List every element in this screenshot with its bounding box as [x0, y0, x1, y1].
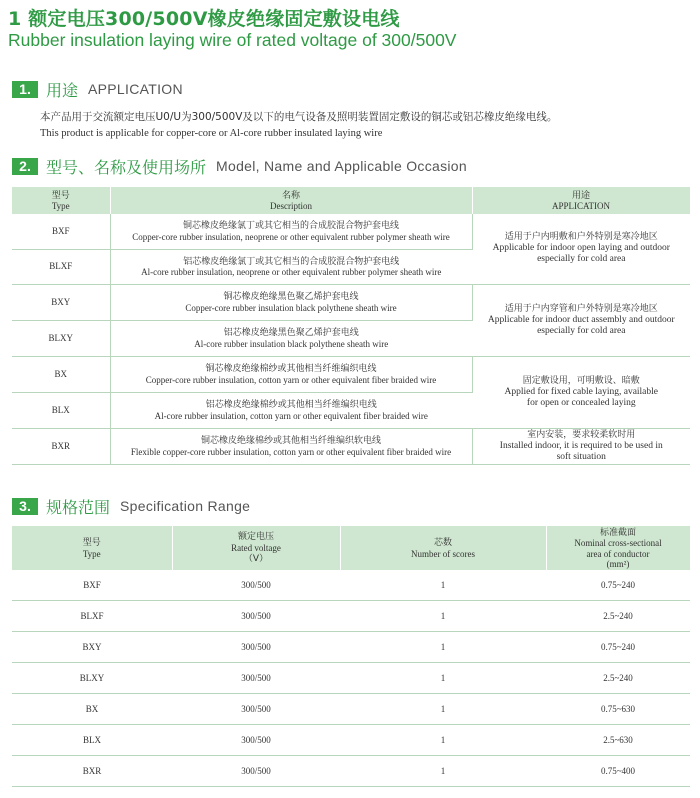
- type-cell: BLX: [12, 725, 172, 756]
- type-cell: BLX: [12, 392, 110, 428]
- application-text-cn: 本产品用于交流额定电压U0/U为300/500V及以下的电气设备及照明装置固定敷设的铜芯或铝芯橡皮绝缘电线。: [40, 111, 558, 123]
- table-row: [12, 601, 690, 632]
- type-cell: BLXY: [12, 663, 172, 694]
- cores-cell: 1: [340, 601, 546, 632]
- table-row: [12, 632, 690, 663]
- cores-cell: 1: [340, 570, 546, 601]
- type-cell: BXR: [12, 428, 110, 464]
- voltage-cell: 300/500: [172, 694, 340, 725]
- area-cell: 0.75~630: [546, 694, 690, 725]
- table-header-row: [12, 526, 690, 570]
- section-title-en: Specification Range: [120, 498, 251, 514]
- header-type: 型号 Type: [12, 526, 172, 570]
- voltage-cell: 300/500: [172, 601, 340, 632]
- application-cell: 室内安装，要求较柔软时用 Installed indoor, it is required to be used in soft situation: [472, 428, 690, 464]
- application-cell: 适用于户内穿管和户外特别是寒冷地区 Applicable for indoor duct assembly and outdoor especially for cold area: [472, 284, 690, 356]
- table-row: [12, 428, 690, 464]
- type-cell: BLXF: [12, 601, 172, 632]
- application-cell: 固定敷设用，可明敷设、暗敷 Applied for fixed cable laying, available for open or concealed laying: [472, 356, 690, 428]
- voltage-cell: 300/500: [172, 756, 340, 787]
- description-cell: 铝芯橡皮绝缘黑色聚乙烯护套电线 Al-core rubber insulation black polythene sheath wire: [110, 320, 472, 356]
- type-cell: BXY: [12, 632, 172, 663]
- table-header-row: [12, 187, 690, 214]
- table-row: [12, 570, 690, 601]
- section-title-cn: 用途: [46, 80, 79, 100]
- description-cell: 铝芯橡皮绝缘棉纱或其他相当纤维编织电线 Al-core rubber insulation, cotton yarn or other equivalent fiber braided wire: [110, 392, 472, 428]
- area-cell: 2.5~630: [546, 725, 690, 756]
- table-row: [12, 284, 690, 320]
- page-title-en: Rubber insulation laying wire of rated voltage of 300/500V: [8, 30, 457, 50]
- area-cell: 2.5~240: [546, 601, 690, 632]
- type-cell: BX: [12, 694, 172, 725]
- area-cell: 0.75~400: [546, 756, 690, 787]
- application-text-en: This product is applicable for copper-core or Al-core rubber insulated laying wire: [40, 128, 383, 139]
- table-row: [12, 356, 690, 392]
- header-nominal-area: 标准截面 Nominal cross-sectional area of conductor (mm²): [546, 526, 690, 570]
- area-cell: 2.5~240: [546, 663, 690, 694]
- type-cell: BLXF: [12, 249, 110, 284]
- table-row: [12, 725, 690, 756]
- section-title-cn: 规格范围: [46, 497, 111, 517]
- voltage-cell: 300/500: [172, 570, 340, 601]
- cores-cell: 1: [340, 694, 546, 725]
- description-cell: 铜芯橡皮绝缘氯丁或其它相当的合成胶混合物护套电线 Copper-core rubber insulation, neoprene or other equivalent rubber polymer sheath wire: [110, 214, 472, 249]
- header-number-of-cores: 芯数 Number of scores: [340, 526, 546, 570]
- section-title-en: APPLICATION: [88, 81, 183, 97]
- description-cell: 铝芯橡皮绝缘氯丁或其它相当的合成胶混合物护套电线 Al-core rubber insulation, neoprene or other equivalent rubber polymer sheath wire: [110, 249, 472, 284]
- section-title-en: Model, Name and Applicable Occasion: [216, 158, 467, 174]
- table-row: [12, 694, 690, 725]
- section-model-heading: [12, 156, 467, 176]
- section-title-cn: 型号、名称及使用场所: [46, 157, 207, 177]
- description-cell: 铜芯橡皮绝缘黑色聚乙烯护套电线 Copper-core rubber insulation black polythene sheath wire: [110, 284, 472, 320]
- spec-table: [12, 526, 691, 787]
- type-cell: BXR: [12, 756, 172, 787]
- type-cell: BLXY: [12, 320, 110, 356]
- description-cell: 铜芯橡皮绝缘棉纱或其他相当纤维编织软电线 Flexible copper-core rubber insulation, cotton yarn or other equivalent fiber braided wire: [110, 428, 472, 464]
- type-cell: BXF: [12, 214, 110, 249]
- section-application-heading: [12, 79, 183, 99]
- table-row: [12, 756, 690, 787]
- section-spec-heading: [12, 496, 250, 516]
- cores-cell: 1: [340, 725, 546, 756]
- type-cell: BX: [12, 356, 110, 392]
- table-row: [12, 214, 690, 249]
- section-number-badge: 3.: [12, 498, 38, 515]
- cores-cell: 1: [340, 663, 546, 694]
- type-cell: BXF: [12, 570, 172, 601]
- header-application: 用途 APPLICATION: [472, 187, 690, 214]
- cores-cell: 1: [340, 756, 546, 787]
- voltage-cell: 300/500: [172, 663, 340, 694]
- type-cell: BXY: [12, 284, 110, 320]
- header-description: 名称 Description: [110, 187, 472, 214]
- description-cell: 铜芯橡皮绝缘棉纱或其他相当纤维编织电线 Copper-core rubber insulation, cotton yarn or other equivalent fiber braided wire: [110, 356, 472, 392]
- voltage-cell: 300/500: [172, 632, 340, 663]
- page-title-cn: 1 额定电压300/500V橡皮绝缘固定敷设电线: [8, 8, 400, 30]
- section-number-badge: 1.: [12, 81, 38, 98]
- area-cell: 0.75~240: [546, 632, 690, 663]
- header-type: 型号 Type: [12, 187, 110, 214]
- voltage-cell: 300/500: [172, 725, 340, 756]
- model-table: [12, 187, 691, 465]
- table-row: [12, 663, 690, 694]
- area-cell: 0.75~240: [546, 570, 690, 601]
- header-rated-voltage: 额定电压 Rated voltage （V）: [172, 526, 340, 570]
- application-cell: 适用于户内明敷和户外特别是寒冷地区 Applicable for indoor open laying and outdoor especially for cold area: [472, 214, 690, 284]
- cores-cell: 1: [340, 632, 546, 663]
- section-number-badge: 2.: [12, 158, 38, 175]
